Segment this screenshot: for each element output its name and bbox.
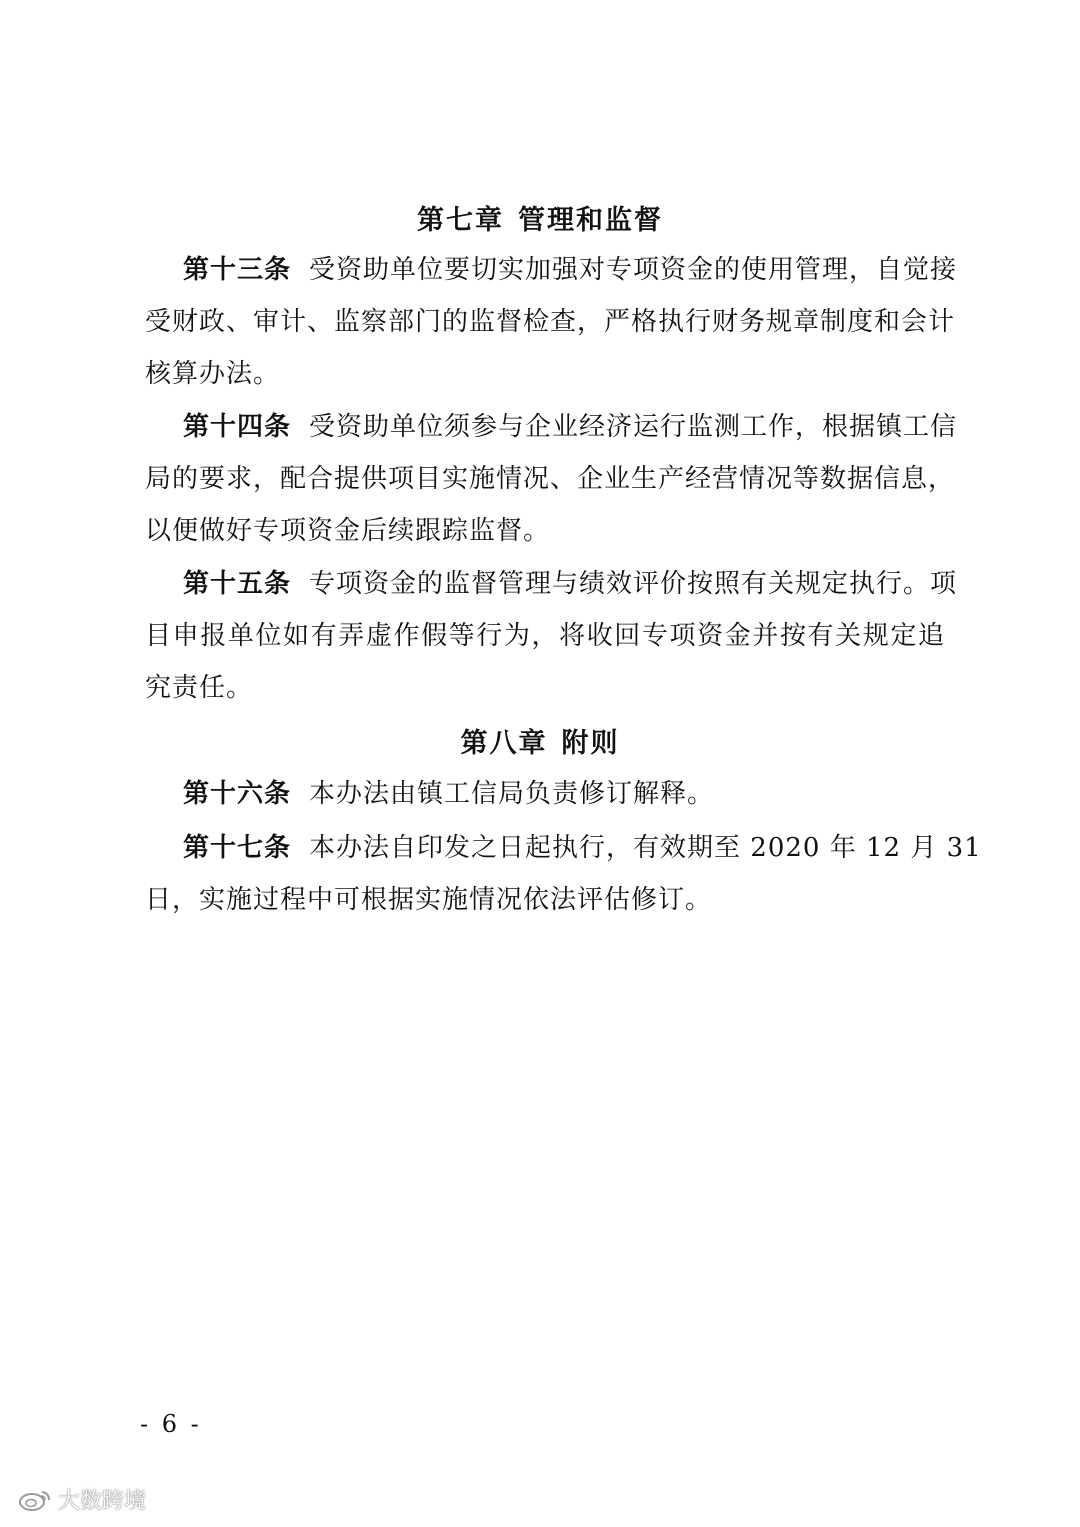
- article-line: [145, 768, 945, 820]
- article-label: 第十三条: [183, 255, 292, 285]
- chapter-title: 附则: [561, 728, 620, 759]
- article-line: 受财政、审计、监察部门的监督检查，严格执行财务规章制度和会计: [145, 307, 956, 337]
- article-14: [145, 401, 958, 557]
- article-label: 第十四条: [183, 412, 292, 442]
- chapter-8-heading: [0, 721, 1080, 760]
- watermark: [18, 1484, 146, 1515]
- chapter-title: 管理和监督: [518, 205, 663, 236]
- article-line: 目申报单位如有弄虚作假等行为，将收回专项资金并按有关规定追: [145, 621, 945, 651]
- article-line: 日，实施过程中可根据实施情况依法评估修订。: [145, 885, 713, 915]
- article-text: 本办法由镇工信局负责修订解释。: [309, 779, 715, 809]
- article-line: [145, 822, 982, 874]
- weibo-style-logo-icon: [18, 1488, 52, 1512]
- article-label: 第十六条: [183, 779, 292, 809]
- article-text: 本办法自印发之日起执行，有效期至 2020 年 12 月 31: [309, 833, 982, 863]
- chapter-number: 第七章: [417, 205, 504, 236]
- article-line: [145, 558, 958, 610]
- page-number: - 6 -: [140, 1410, 202, 1438]
- article-17: [145, 822, 982, 926]
- article-line: [145, 244, 958, 296]
- article-line: 局的要求，配合提供项目实施情况、企业生产经营情况等数据信息，: [145, 464, 956, 494]
- article-text: 受资助单位须参与企业经济运行监测工作，根据镇工信: [309, 412, 958, 442]
- watermark-text: 大数跨境: [58, 1489, 147, 1514]
- article-text: 受资助单位要切实加强对专项资金的使用管理，自觉接: [309, 255, 958, 285]
- article-line: 究责任。: [145, 673, 254, 703]
- article-13: [145, 244, 958, 400]
- article-line: 以便做好专项资金后续跟踪监督。: [145, 516, 551, 546]
- article-16: [145, 768, 945, 820]
- article-text: 专项资金的监督管理与绩效评价按照有关规定执行。项: [309, 569, 958, 599]
- article-line: [145, 401, 958, 453]
- chapter-7-heading: [0, 198, 1080, 237]
- article-line: 核算办法。: [145, 359, 281, 389]
- article-label: 第十五条: [183, 569, 292, 599]
- article-15: [145, 558, 958, 714]
- article-label: 第十七条: [183, 833, 292, 863]
- chapter-number: 第八章: [460, 728, 548, 759]
